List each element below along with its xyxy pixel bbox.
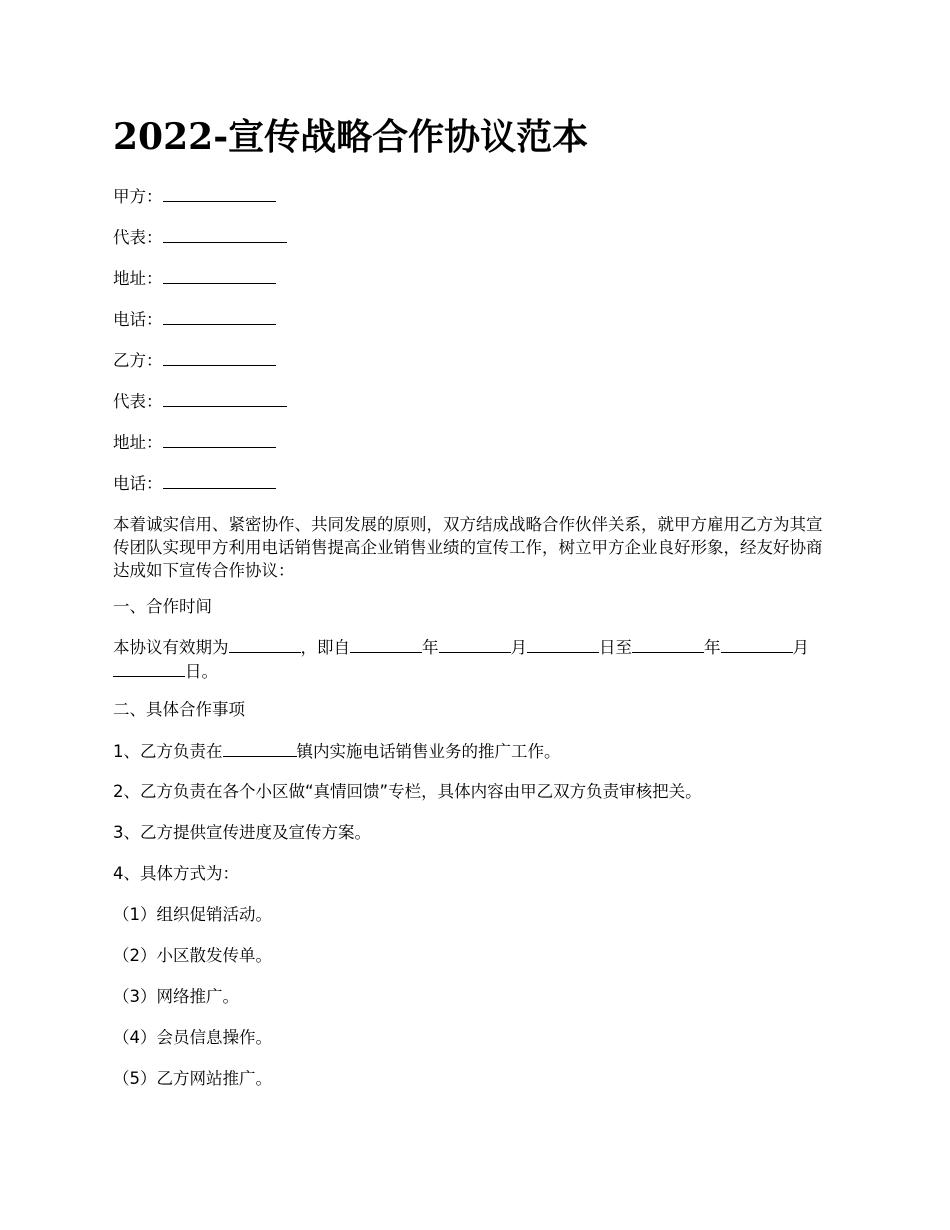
- party-a-phone-label: 电话：: [113, 310, 163, 329]
- party-a-blank[interactable]: [163, 184, 276, 202]
- party-b-phone-line: [113, 471, 276, 496]
- party-b-rep-line: [113, 389, 287, 414]
- item-1-text-b: 镇内实施电话销售业务的推广工作。: [296, 742, 561, 761]
- party-b-address-label: 地址：: [113, 433, 163, 452]
- end-day-label: 日。: [185, 662, 218, 681]
- party-b-label: 乙方：: [113, 351, 163, 370]
- start-day-blank[interactable]: [527, 635, 599, 653]
- start-month-blank[interactable]: [439, 635, 511, 653]
- item-1: [113, 739, 561, 764]
- party-a-phone-line: [113, 307, 276, 332]
- start-year-label: 年: [422, 638, 439, 657]
- intro-paragraph: 本着诚实信用、紧密协作、共同发展的原则，双方结成战略合作伙伴关系，就甲方雇用乙方为其宣传团队实现甲方利用电话销售提高企业销售业绩的宣传工作，树立甲方企业良好形象，经友好协商达成如下宣传合作协议：: [113, 515, 823, 580]
- start-year-blank[interactable]: [350, 635, 422, 653]
- party-b-phone-label: 电话：: [113, 474, 163, 493]
- method-item: （2）小区散发传单。: [113, 946, 272, 965]
- validity-period-blank[interactable]: [229, 635, 301, 653]
- party-a-phone-blank[interactable]: [163, 307, 276, 325]
- method-item: （5）乙方网站推广。: [113, 1069, 272, 1088]
- town-blank[interactable]: [223, 739, 297, 757]
- party-b-address-blank[interactable]: [163, 430, 276, 448]
- party-b-rep-blank[interactable]: [163, 389, 287, 407]
- from-text: ，即自: [300, 638, 350, 657]
- section1-paragraph: [113, 635, 838, 683]
- item-3: 3、乙方提供宣传进度及宣传方案。: [113, 823, 371, 842]
- method-item: （1）组织促销活动。: [113, 905, 272, 924]
- party-a-label: 甲方：: [113, 187, 163, 206]
- item-2: 2、乙方负责在各个小区做“真情回馈”专栏，具体内容由甲乙双方负责审核把关。: [113, 782, 702, 801]
- document-title: 2022-宣传战略合作协议范本: [113, 116, 589, 158]
- party-b-phone-blank[interactable]: [163, 471, 276, 489]
- party-a-address-label: 地址：: [113, 269, 163, 288]
- end-year-blank[interactable]: [632, 635, 704, 653]
- party-a-rep-blank[interactable]: [163, 225, 287, 243]
- party-b-line: [113, 348, 276, 373]
- start-month-label: 月: [510, 638, 527, 657]
- item-4: 4、具体方式为：: [113, 864, 239, 883]
- party-a-rep-line: [113, 225, 287, 250]
- section2-heading: 二、具体合作事项: [113, 700, 245, 719]
- party-a-rep-label: 代表：: [113, 228, 163, 247]
- party-a-address-blank[interactable]: [163, 266, 276, 284]
- party-a-line: [113, 184, 276, 209]
- party-a-address-line: [113, 266, 276, 291]
- method-item: （3）网络推广。: [113, 987, 239, 1006]
- end-month-label: 月: [792, 638, 809, 657]
- start-day-to-label: 日至: [599, 638, 632, 657]
- party-b-blank[interactable]: [163, 348, 276, 366]
- item-1-text-a: 1、乙方负责在: [113, 742, 223, 761]
- party-b-rep-label: 代表：: [113, 392, 163, 411]
- validity-text: 本协议有效期为: [113, 638, 229, 657]
- end-day-blank[interactable]: [113, 659, 185, 677]
- party-b-address-line: [113, 430, 276, 455]
- method-item: （4）会员信息操作。: [113, 1028, 272, 1047]
- end-year-label: 年: [704, 638, 721, 657]
- section1-heading: 一、合作时间: [113, 597, 212, 616]
- end-month-blank[interactable]: [721, 635, 793, 653]
